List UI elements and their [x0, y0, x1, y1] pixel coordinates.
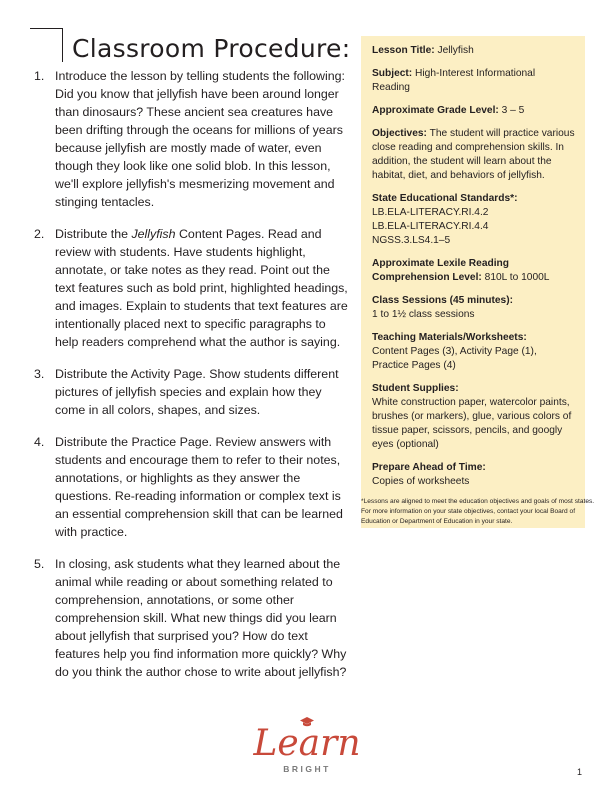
step-text: Distribute the Practice Page. Review answers with students and encourage them to refer to their notes, annotations, or highlights as they answer the questions. Re-reading information or complex text is an essential comprehension skill that can be learned with practice.: [55, 435, 343, 539]
lesson-info-box: [361, 36, 585, 528]
standards-footnote: *Lessons are aligned to meet the education objectives and goals of most states. For more information on your state objectives, contact your local Board of Education or Department of Education in your state.: [361, 498, 595, 525]
grade-section: [372, 104, 575, 118]
lesson-title-label: Lesson Title:: [372, 45, 435, 56]
procedure-step: [34, 433, 350, 541]
lexile-section: [372, 257, 575, 285]
step-text: In closing, ask students what they learned about the animal while reading or about something related to comprehension, annotations, or some other comprehension skill. What new things did you learn about jellyfish that surprised you? How do text features help you find information more quickly? Why do you think the author chose to write about jellyfish?: [55, 557, 347, 679]
prepare-label: Prepare Ahead of Time:: [372, 462, 486, 473]
step-text-post: Content Pages. Read and review with students. Have students highlight, annotate, or take notes as they read. Point out the text features such as bold print, highlighted headings, and images. Explain to students that text features are intentionally placed next to specific paragraphs to help readers comprehend what the author is saying.: [55, 227, 348, 349]
corner-bracket-vertical: [62, 28, 63, 62]
logo-wordmark: Learn: [253, 723, 361, 764]
lexile-label: Approximate Lexile Reading Comprehension Level:: [372, 258, 509, 283]
supplies-value: White construction paper, watercolor paints, brushes (or markers), glue, various colors of tissue paper, scissors, pencils, and googly eyes (optional): [372, 397, 572, 450]
step-number: 4.: [34, 435, 45, 449]
lexile-value: 810L to 1000L: [484, 272, 550, 283]
step-text: Introduce the lesson by telling students the following: Did you know that jellyfish have been around longer than dinosaurs? These ancient sea creatures have been drifting through the oceans for millions of years because jellyfish are mostly made of water, even though they look like one solid blob. In this lesson, we'll explore jellyfish's mesmerizing movement and stinging tentacles.: [55, 69, 345, 209]
prepare-section: [372, 461, 575, 489]
sessions-value: 1 to 1½ class sessions: [372, 309, 475, 320]
materials-label: Teaching Materials/Worksheets:: [372, 332, 527, 343]
objectives-label: Objectives:: [372, 128, 427, 139]
prepare-value: Copies of worksheets: [372, 476, 470, 487]
materials-value: Content Pages (3), Activity Page (1), Practice Pages (4): [372, 346, 537, 371]
logo-subtext: BRIGHT: [283, 764, 331, 774]
subject-label: Subject:: [372, 68, 413, 79]
objectives-value: The student will practice various close reading and comprehension skills. In addition, the student will learn about the habitat, diet, and behaviors of jellyfish.: [372, 128, 575, 181]
step-text-emphasis: Jellyfish: [131, 227, 176, 241]
objectives-section: [372, 127, 575, 183]
procedure-list: [34, 67, 350, 695]
lesson-title-section: [372, 44, 575, 58]
corner-bracket-horizontal: [30, 28, 62, 29]
step-text-pre: Distribute the: [55, 227, 132, 241]
subject-section: [372, 67, 575, 95]
step-number: 5.: [34, 557, 45, 571]
page-title: Classroom Procedure:: [72, 34, 351, 63]
standards-label: State Educational Standards*:: [372, 193, 518, 204]
procedure-step: [34, 365, 350, 419]
standards-section: [372, 192, 575, 248]
page-number: 1: [577, 767, 583, 777]
step-text: Distribute the Activity Page. Show students different pictures of jellyfish species and explain how they come in all colors, shapes, and sizes.: [55, 367, 339, 417]
step-number: 2.: [34, 227, 45, 241]
procedure-step: [34, 225, 350, 351]
materials-section: [372, 331, 575, 373]
subject-value: High-Interest Informational Reading: [372, 68, 536, 93]
supplies-section: [372, 382, 575, 452]
sessions-label: Class Sessions (45 minutes):: [372, 295, 513, 306]
standard-item: LB.ELA-LITERACY.RI.4.2: [372, 207, 489, 218]
standard-item: LB.ELA-LITERACY.RI.4.4: [372, 221, 489, 232]
supplies-label: Student Supplies:: [372, 383, 459, 394]
standard-item: NGSS.3.LS4.1–5: [372, 235, 451, 246]
procedure-step: [34, 555, 350, 681]
step-number: 1.: [34, 69, 45, 83]
grade-label: Approximate Grade Level:: [372, 105, 499, 116]
learn-bright-logo: [253, 724, 361, 780]
grade-value: 3 – 5: [501, 105, 525, 116]
procedure-step: [34, 67, 350, 211]
step-number: 3.: [34, 367, 45, 381]
lesson-title-value: Jellyfish: [437, 45, 474, 56]
sessions-section: [372, 294, 575, 322]
